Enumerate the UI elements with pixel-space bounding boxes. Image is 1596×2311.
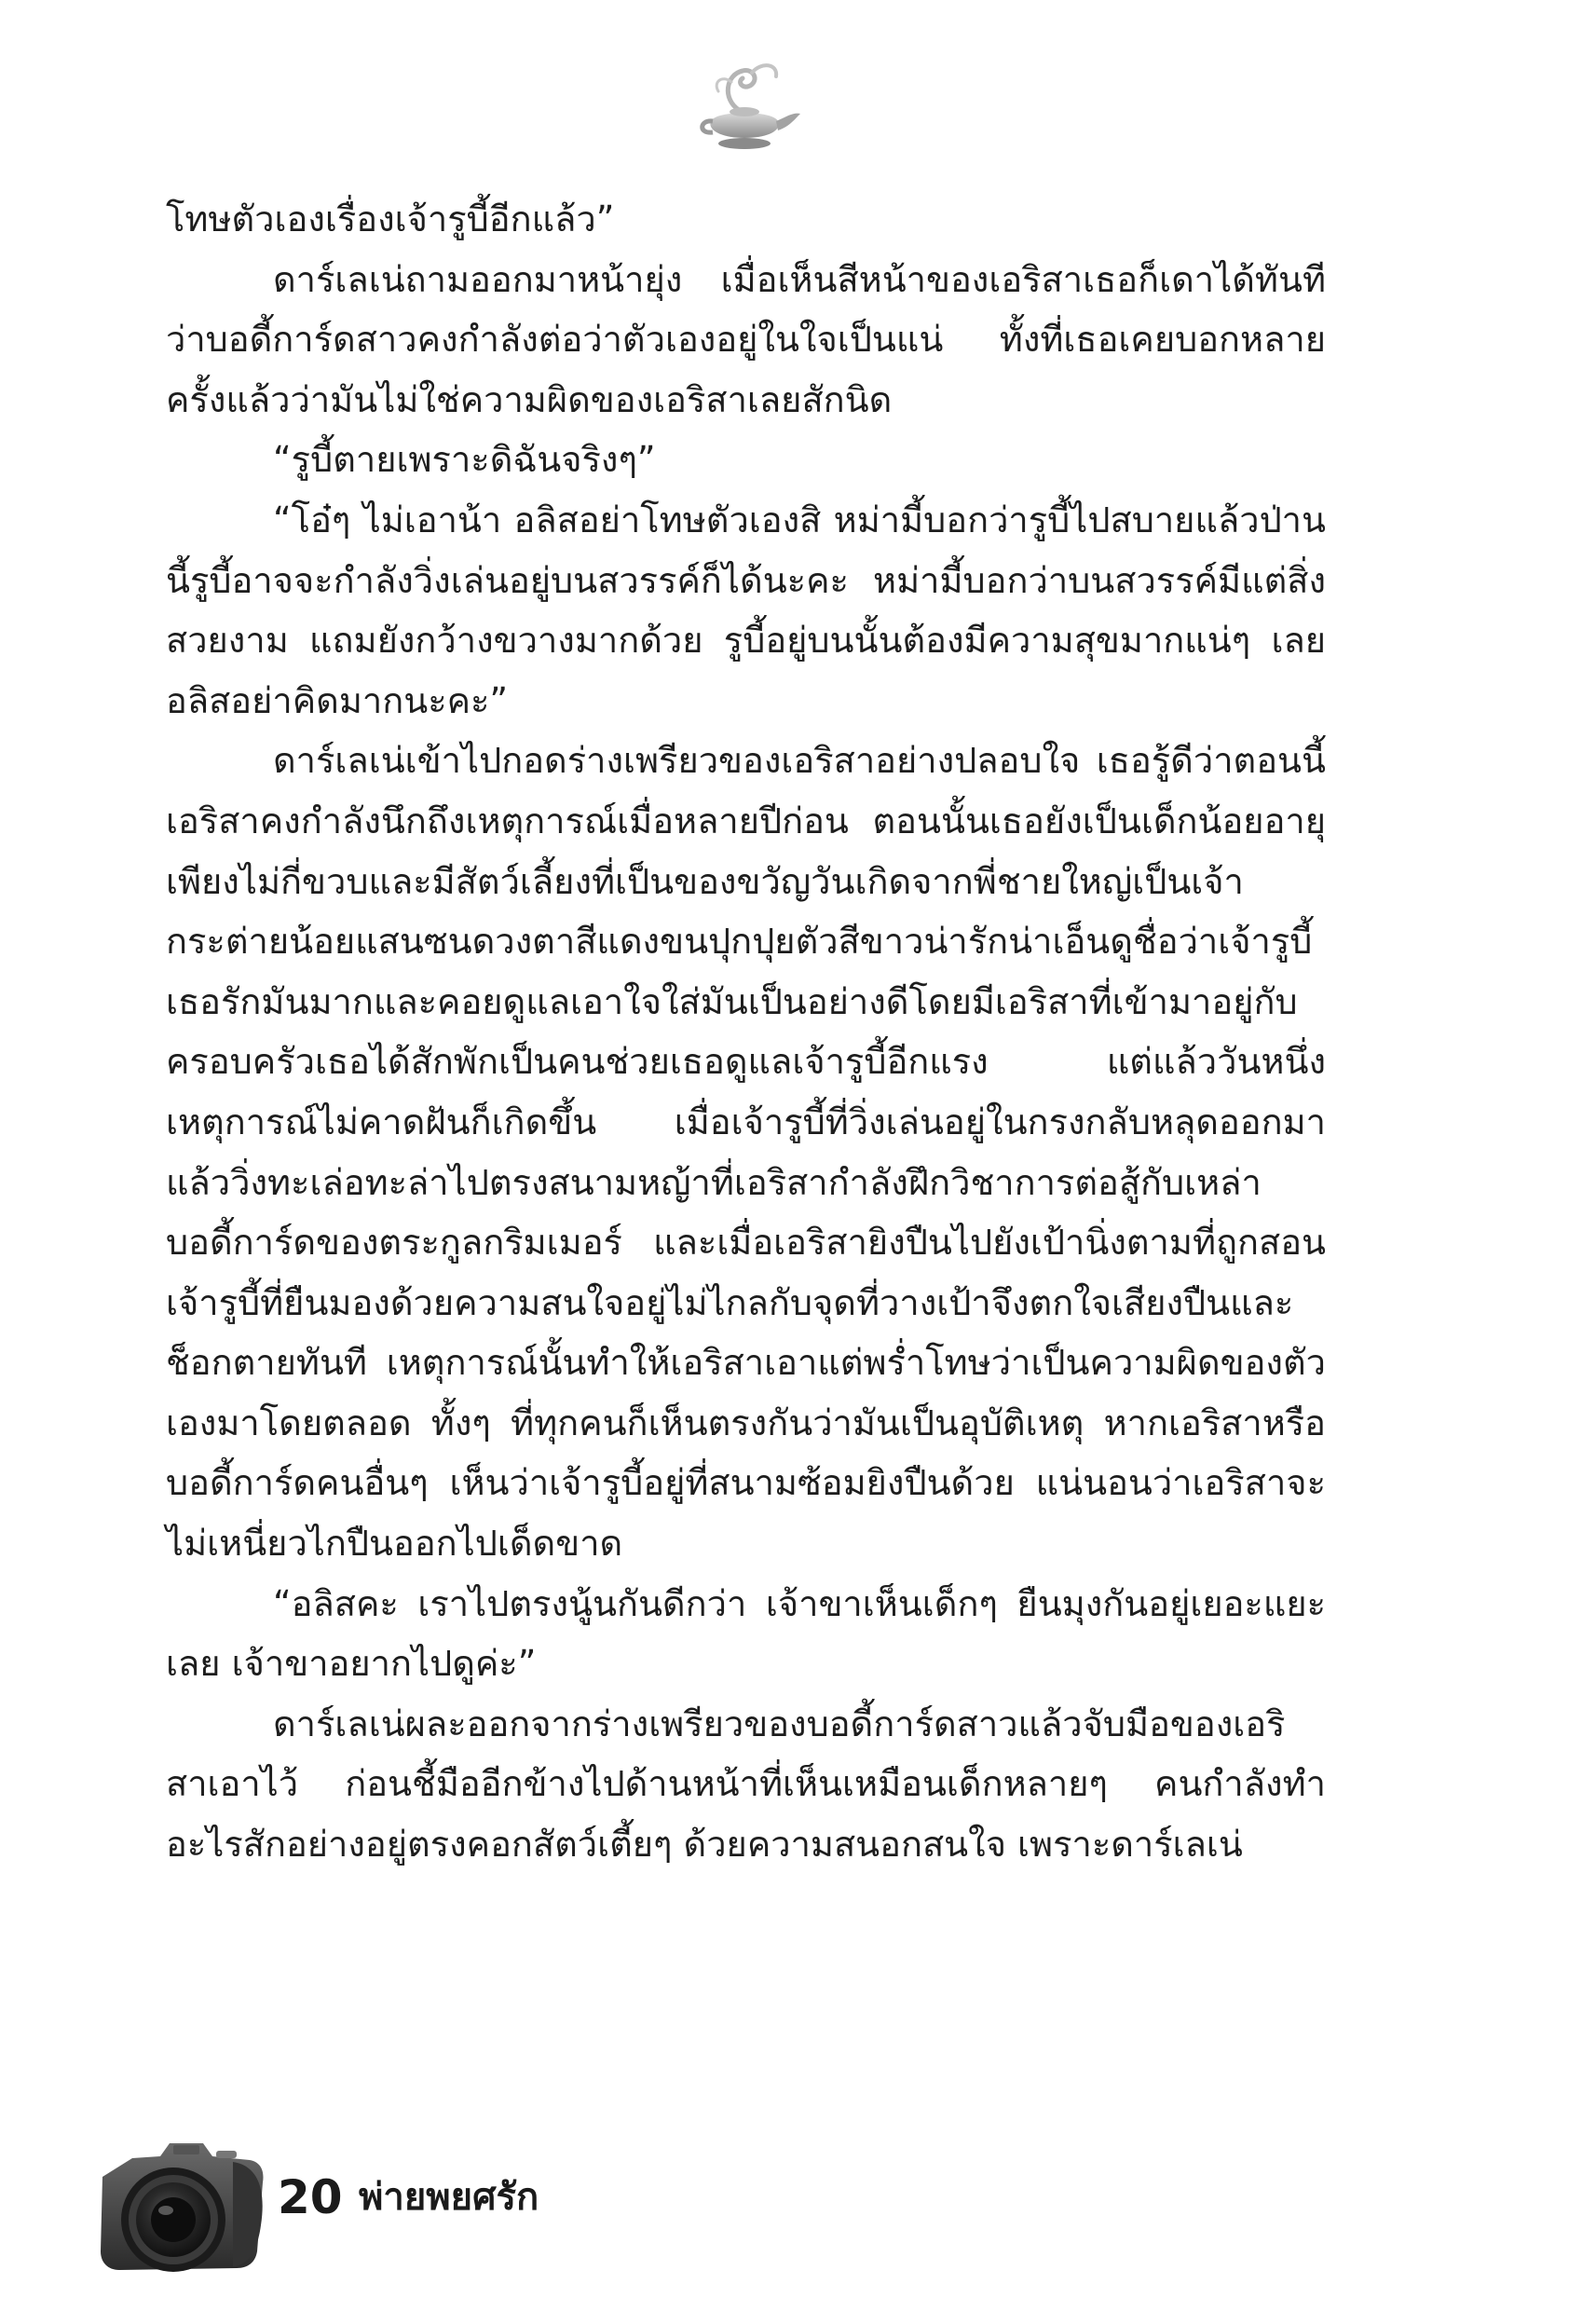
paragraph: “รูบี้ตายเพราะดิฉันจริงๆ” xyxy=(273,439,656,481)
camera-icon xyxy=(93,2123,270,2281)
paragraph: โทษตัวเองเรื่องเจ้ารูบี้อีกแล้ว” xyxy=(166,198,615,239)
magic-lamp-icon xyxy=(685,54,806,157)
paragraph: ดาร์เลเน่เข้าไปกอดร่างเพรียวของเอริสาอย่างปลอบใจ เธอรู้ดีว่าตอนนี้เอริสาคงกำลังนึกถึงเหตุการณ์เมื่อหลายปีก่อน ตอนนั้นเธอยังเป็นเด็กน้อยอายุเพียงไม่กี่ขวบและมีสัตว์เลี้ยงที่เป็นของขวัญวันเกิดจากพี่ชายใหญ่เป็นเจ้ากระต่ายน้อยแสนซนดวงตาสีแดงขนปุกปุยตัวสีขาวน่ารักน่าเอ็นดูชื่อว่าเจ้ารูบี้ เธอรักมันมากและคอยดูแลเอาใจใส่มันเป็นอย่างดีโดยมีเอริสาที่เข้ามาอยู่กับครอบครัวเธอได้สักพักเป็นคนช่วยเธอดูแลเจ้ารูบี้อีกแรง แต่แล้ววันหนึ่งเหตุการณ์ไม่คาดฝันก็เกิดขึ้น เมื่อเจ้ารูบี้ที่วิ่งเล่นอยู่ในกรงกลับหลุดออกมา แล้ววิ่งทะเล่อทะล่าไปตรงสนามหญ้าที่เอริสากำลังฝึกวิชาการต่อสู้กับเหล่าบอดี้การ์ดของตระกูลกริมเมอร์ และเมื่อเอริสายิงปืนไปยังเป้านิ่งตามที่ถูกสอน เจ้ารูบี้ที่ยืนมองด้วยความสนใจอยู่ไม่ไกลกับจุดที่วางเป้าจึงตกใจเสียงปืนและช็อกตายทันที เหตุการณ์นั้นทำให้เอริสาเอาแต่พร่ำโทษว่าเป็นความผิดของตัวเองมาโดยตลอด ทั้งๆ ที่ทุกคนก็เห็นตรงกันว่ามันเป็นอุบัติเหตุ หากเอริสาหรือบอดี้การ์ดคนอื่นๆ เห็นว่าเจ้ารูบี้อยู่ที่สนามซ้อมยิงปืนด้วย แน่นอนว่าเอริสาจะไม่เหนี่ยวไกปืนออกไปเด็ดขาด xyxy=(166,740,1326,1565)
book-title: พ่ายพยศรัก xyxy=(359,2176,539,2219)
paragraph: “โอ๋ๆ ไม่เอาน้า อลิสอย่าโทษตัวเองสิ หม่ามี้บอกว่ารูบี้ไปสบายแล้วป่านนี้รูบี้อาจจะกำลังวิ่งเล่นอยู่บนสวรรค์ก็ได้นะคะ หม่ามี้บอกว่าบนสวรรค์มีแต่สิ่งสวยงาม แถมยังกว้างขวางมากด้วย รูบี้อยู่บนนั้นต้องมีความสุขมากแน่ๆ เลย อลิสอย่าคิดมากนะคะ” xyxy=(166,499,1326,721)
paragraph: ดาร์เลเน่ถามออกมาหน้ายุ่ง เมื่อเห็นสีหน้าของเอริสาเธอก็เดาได้ทันทีว่าบอดี้การ์ดสาวคงกำลังต่อว่าตัวเองอยู่ในใจเป็นแน่ ทั้งที่เธอเคยบอกหลายครั้งแล้วว่ามันไม่ใช่ความผิดของเอริสาเลยสักนิด xyxy=(166,258,1326,420)
page-number: 20 xyxy=(278,2170,343,2224)
paragraph: “อลิสคะ เราไปตรงนู้นกันดีกว่า เจ้าขาเห็นเด็กๆ ยืนมุงกันอยู่เยอะแยะเลย เจ้าขาอยากไปดูค่ะ” xyxy=(166,1582,1326,1685)
body-text xyxy=(166,189,1326,1875)
paragraph: ดาร์เลเน่ผละออกจากร่างเพรียวของบอดี้การ์ดสาวแล้วจับมือของเอริสาเอาไว้ ก่อนชี้มืออีกข้างไปด้านหน้าที่เห็นเหมือนเด็กหลายๆ คนกำลังทำอะไรสักอย่างอยู่ตรงคอกสัตว์เตี้ยๆ ด้วยความสนอกสนใจ เพราะดาร์เลเน่ xyxy=(166,1702,1326,1866)
